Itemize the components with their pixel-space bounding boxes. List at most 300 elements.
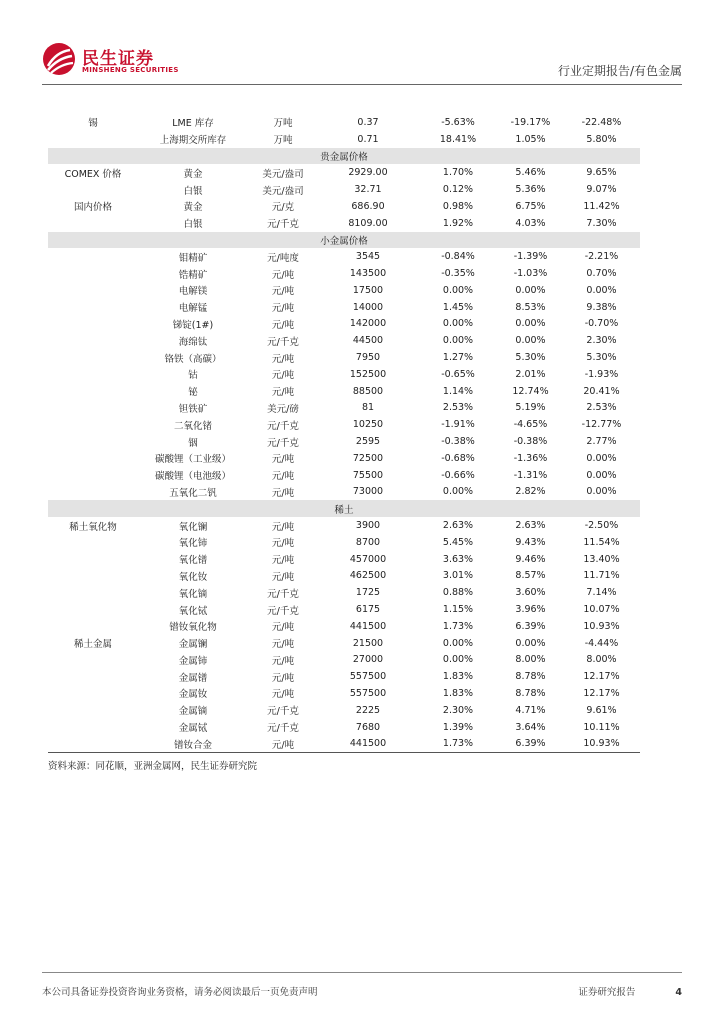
cell-item: 海绵钛: [178, 336, 208, 348]
cell-change-ytd: -22.48%: [581, 116, 622, 128]
cell-change-month: -1.36%: [513, 452, 548, 464]
cell-unit: 元/千克: [267, 723, 299, 735]
cell-price: 152500: [349, 368, 387, 380]
cell-price: 7680: [355, 721, 381, 733]
cell-unit: 万吨: [273, 118, 293, 130]
cell-unit: 元/吨: [248, 735, 318, 752]
cell-change-ytd: 2.30%: [586, 335, 617, 347]
cell-unit: 元/吨: [271, 319, 295, 331]
cell-change-week: -1.91%: [441, 419, 475, 431]
cell-category: [48, 719, 138, 736]
cell-change-month: 8.78%: [515, 687, 546, 699]
cell-item: 锆精矿: [178, 269, 208, 281]
cell-change-week: -0.65%: [441, 368, 475, 380]
cell-price: 14000: [352, 301, 384, 313]
cell-change-ytd: 12.17%: [583, 687, 620, 699]
cell-change-ytd: 0.00%: [586, 284, 617, 296]
cell-category: [48, 299, 138, 316]
cell-unit: 元/吨: [271, 689, 295, 701]
cell-change-ytd: 0.00%: [586, 486, 617, 498]
cell-change-week: 1.39%: [442, 721, 474, 733]
cell-unit: 元/千克: [267, 605, 299, 617]
cell-price: 44500: [352, 335, 384, 347]
cell-category: [48, 568, 138, 585]
cell-change-ytd: 0.00%: [586, 452, 617, 464]
cell-item: 氧化铈: [178, 538, 208, 550]
cell-price: 557500: [349, 671, 387, 683]
cell-category: 稀土氧化物: [69, 521, 117, 533]
cell-change-ytd: 0.70%: [586, 268, 617, 280]
cell-change-week: -0.68%: [441, 452, 475, 464]
footer-divider: [42, 972, 682, 973]
report-type: 行业定期报告/有色金属: [557, 64, 682, 78]
cell-change-ytd: 9.65%: [586, 167, 617, 179]
cell-category: 锡: [88, 118, 98, 130]
cell-price: 32.71: [354, 184, 382, 196]
report-label: 证券研究报告: [578, 987, 636, 998]
cell-unit: 元/千克: [267, 437, 299, 449]
cell-change-month: 8.78%: [515, 671, 546, 683]
cell-item: 铟: [188, 437, 198, 449]
table-row: [48, 366, 640, 383]
cell-change-week: -0.35%: [441, 268, 475, 280]
cell-change-week: 1.70%: [442, 167, 474, 179]
cell-item: 金属镨: [178, 672, 208, 684]
table-row: [48, 450, 640, 467]
cell-item: 白银: [183, 219, 203, 231]
cell-change-ytd: 10.11%: [583, 721, 620, 733]
table-row: [48, 433, 640, 450]
cell-change-week: 0.00%: [442, 654, 474, 666]
cell-price: 6175: [355, 604, 381, 615]
cell-unit: 元/吨: [271, 622, 295, 634]
cell-change-month: 9.43%: [515, 536, 546, 548]
cell-item: LME 库存: [172, 118, 214, 130]
cell-change-week: 2.53%: [442, 402, 474, 414]
table-row: [48, 316, 640, 333]
cell-change-week: 0.98%: [442, 200, 474, 212]
cell-change-ytd: 11.71%: [583, 570, 620, 582]
cell-category: 稀土金属: [73, 639, 112, 651]
cell-category: [48, 349, 138, 366]
table-row: [48, 332, 640, 349]
cell-unit: 元/吨: [271, 454, 295, 466]
cell-change-ytd: 10.93%: [563, 735, 640, 752]
cell-item: 金属铽: [178, 723, 208, 735]
footer-disclaimer: 本公司具备证券投资咨询业务资格，请务必阅读最后一页免责声明: [42, 987, 318, 998]
cell-change-month: 6.75%: [515, 200, 546, 212]
cell-change-week: 5.45%: [442, 536, 474, 548]
cell-change-ytd: -1.93%: [584, 368, 619, 380]
cell-change-month: 3.60%: [515, 587, 546, 599]
cell-unit: 元/吨度: [267, 252, 299, 264]
table-row: [48, 618, 640, 635]
cell-category: [48, 702, 138, 719]
cell-item: 白银: [183, 185, 203, 197]
page-header: [42, 40, 682, 80]
table-row: [48, 517, 640, 534]
cell-change-week: 1.14%: [442, 385, 474, 397]
cell-change-month: 5.46%: [515, 167, 546, 179]
cell-change-week: 1.45%: [442, 301, 474, 313]
cell-change-ytd: -12.77%: [581, 419, 622, 431]
cell-unit: 元/吨: [271, 286, 295, 298]
cell-category: [48, 433, 138, 450]
cell-item: 镨钕合金: [138, 735, 248, 752]
cell-unit: 元/吨: [271, 471, 295, 483]
table-row: [48, 349, 640, 366]
table-body: [48, 114, 640, 753]
cell-price: 8700: [355, 536, 381, 548]
cell-price: 2225: [355, 704, 381, 716]
cell-change-month: 12.74%: [512, 385, 549, 397]
cell-change-week: 0.12%: [442, 184, 474, 196]
cell-price: 17500: [352, 284, 384, 296]
cell-unit: 元/千克: [267, 420, 299, 432]
cell-category: [48, 366, 138, 383]
cell-item: 金属镧: [178, 639, 208, 651]
cell-change-month: 2.82%: [515, 486, 546, 498]
cell-unit: 元/吨: [271, 538, 295, 550]
cell-change-week: 1.83%: [442, 671, 474, 683]
cell-change-month: -19.17%: [510, 116, 551, 128]
cell-unit: 元/吨: [271, 387, 295, 399]
cell-category: [48, 584, 138, 601]
cell-change-week: 0.00%: [442, 284, 474, 296]
cell-change-week: 1.92%: [442, 217, 474, 229]
cell-category: [48, 668, 138, 685]
cell-item: 五氧化二钒: [169, 487, 217, 499]
cell-change-week: -0.38%: [441, 436, 475, 448]
cell-item: 金属铈: [178, 655, 208, 667]
cell-price: 75500: [352, 469, 384, 481]
cell-unit: 元/吨: [271, 555, 295, 567]
table-row: [48, 484, 640, 501]
cell-price: 557500: [349, 687, 387, 699]
cell-change-month: 2.01%: [515, 368, 546, 380]
table-row: [48, 551, 640, 568]
cell-change-week: 0.88%: [442, 587, 474, 599]
cell-category: [48, 316, 138, 333]
cell-unit: 元/克: [271, 202, 295, 214]
header-divider: [42, 84, 682, 85]
cell-item: 二氧化锗: [173, 420, 212, 432]
cell-item: 钼精矿: [178, 252, 208, 264]
cell-change-month: 4.03%: [515, 217, 546, 229]
cell-change-month: 2.63%: [515, 520, 546, 532]
cell-change-month: -4.65%: [513, 419, 548, 431]
section-header-row: [48, 500, 640, 517]
cell-price: 686.90: [351, 200, 385, 212]
cell-change-ytd: -0.70%: [584, 318, 619, 330]
cell-change-ytd: 8.00%: [586, 654, 617, 666]
cell-unit: 元/吨: [271, 639, 295, 651]
table-row: [48, 584, 640, 601]
cell-unit: 元/吨: [271, 353, 295, 365]
page-number: 4: [675, 987, 682, 998]
cell-price: 73000: [352, 486, 384, 498]
cell-change-month: 5.36%: [515, 184, 546, 196]
table-row: [48, 400, 640, 417]
table-row: [48, 265, 640, 282]
cell-category: [48, 282, 138, 299]
cell-change-week: 18.41%: [439, 133, 477, 145]
cell-price: 10250: [352, 419, 384, 431]
cell-change-month: 6.39%: [498, 735, 563, 752]
cell-change-ytd: -4.44%: [584, 637, 619, 649]
cell-change-month: 4.71%: [515, 704, 546, 716]
cell-change-month: 3.64%: [515, 721, 546, 733]
table-row: [48, 702, 640, 719]
cell-change-ytd: 9.07%: [586, 184, 617, 196]
cell-category: COMEX 价格: [64, 168, 122, 180]
cell-price: 88500: [352, 385, 384, 397]
cell-change-week: 1.27%: [442, 352, 474, 364]
cell-unit: 元/吨: [271, 269, 295, 281]
footer-right: [578, 984, 682, 998]
section-header-row: [48, 148, 640, 165]
cell-change-ytd: 2.53%: [586, 402, 617, 414]
cell-price: 462500: [349, 570, 387, 582]
cell-category: [48, 332, 138, 349]
section-label: 贵金属价格: [48, 148, 640, 165]
cell-unit: 元/吨: [271, 487, 295, 499]
cell-change-week: 0.00%: [442, 335, 474, 347]
cell-price: 2929.00: [348, 167, 388, 179]
table-row: [48, 248, 640, 265]
cell-category: [48, 383, 138, 400]
cell-price: 72500: [352, 452, 384, 464]
cell-change-week: 1.83%: [442, 687, 474, 699]
cell-price: 8109.00: [348, 217, 388, 229]
table-row: [48, 685, 640, 702]
cell-unit: 元/千克: [267, 219, 299, 231]
cell-change-ytd: -2.21%: [584, 251, 619, 263]
cell-item: 氧化镝: [178, 588, 208, 600]
cell-item: 钽铁矿: [178, 403, 208, 415]
cell-price: 3900: [355, 520, 381, 532]
cell-change-month: 8.57%: [515, 570, 546, 582]
cell-change-ytd: 5.30%: [586, 352, 617, 364]
cell-change-ytd: 12.17%: [583, 671, 620, 683]
cell-unit: 美元/盎司: [262, 168, 304, 180]
cell-category: [48, 685, 138, 702]
cell-unit: 元/千克: [267, 588, 299, 600]
cell-unit: 元/吨: [271, 672, 295, 684]
cell-change-ytd: 11.54%: [583, 536, 620, 548]
section-label: 小金属价格: [48, 232, 640, 249]
cell-change-ytd: 10.07%: [583, 604, 620, 615]
cell-price: 142000: [349, 318, 387, 330]
cell-price: 3545: [355, 251, 381, 263]
table-row: [48, 534, 640, 551]
cell-unit: 元/吨: [271, 571, 295, 583]
table-row: [48, 735, 640, 752]
cell-change-ytd: 7.30%: [586, 217, 617, 229]
cell-price: 21500: [352, 637, 384, 649]
cell-change-ytd: 13.40%: [583, 553, 620, 565]
cell-change-ytd: 0.00%: [586, 469, 617, 481]
cell-price: 7950: [355, 352, 381, 364]
table-row: [48, 299, 640, 316]
cell-change-week: -0.84%: [441, 251, 475, 263]
cell-change-ytd: 9.61%: [586, 704, 617, 716]
table-row: [48, 635, 640, 652]
cell-change-month: 6.39%: [515, 620, 546, 632]
table-row: [48, 164, 640, 181]
cell-item: 金属镝: [178, 706, 208, 718]
cell-change-ytd: 2.77%: [586, 436, 617, 448]
cell-item: 锑锭(1#): [172, 319, 214, 331]
cell-change-week: 3.01%: [442, 570, 474, 582]
table-row: [48, 181, 640, 198]
table-row: [48, 131, 640, 148]
cell-item: 碳酸锂（工业级）: [154, 454, 231, 466]
cell-change-week: 2.63%: [442, 520, 474, 532]
cell-change-ytd: -2.50%: [584, 520, 619, 532]
cell-item: 黄金: [183, 202, 203, 214]
cell-change-week: 0.00%: [442, 318, 474, 330]
cell-change-month: 5.30%: [515, 352, 546, 364]
cell-category: [48, 652, 138, 669]
cell-unit: 万吨: [273, 135, 293, 147]
cell-price: 143500: [349, 268, 387, 280]
cell-item: 氧化铽: [178, 605, 208, 617]
cell-change-week: 0.00%: [442, 486, 474, 498]
section-header-row: [48, 232, 640, 249]
cell-item: 钴: [188, 370, 198, 382]
cell-price: 441500: [318, 735, 418, 752]
cell-category: [48, 601, 138, 618]
table-row: [48, 198, 640, 215]
cell-change-ytd: 11.42%: [583, 200, 620, 212]
cell-category: [48, 450, 138, 467]
cell-change-month: 0.00%: [515, 637, 546, 649]
metal-price-table: [48, 114, 640, 753]
cell-category: [48, 131, 138, 148]
table-row: [48, 568, 640, 585]
cell-item: 黄金: [183, 168, 203, 180]
table-row: [48, 652, 640, 669]
cell-item: 碳酸锂（电池级）: [154, 471, 231, 483]
cell-price: 0.37: [357, 116, 379, 128]
cell-item: 氧化钕: [178, 571, 208, 583]
cell-item: 氧化镨: [178, 555, 208, 567]
table-row: [48, 114, 640, 131]
cell-change-month: 8.00%: [515, 654, 546, 666]
section-label: 稀土: [48, 500, 640, 517]
cell-change-ytd: 5.80%: [586, 133, 617, 145]
table-row: [48, 215, 640, 232]
cell-category: [48, 618, 138, 635]
cell-change-week: 2.30%: [442, 704, 474, 716]
table-row: [48, 668, 640, 685]
table-row: [48, 416, 640, 433]
cell-unit: 元/吨: [271, 655, 295, 667]
cell-change-month: -1.31%: [513, 469, 548, 481]
cell-unit: 元/吨: [271, 370, 295, 382]
cell-change-ytd: 10.93%: [583, 620, 620, 632]
table-row: [48, 383, 640, 400]
cell-change-month: 5.19%: [515, 402, 546, 414]
cell-change-month: 0.00%: [515, 284, 546, 296]
table-row: [48, 601, 640, 618]
logo-text-en: MINSHENG SECURITIES: [82, 66, 179, 74]
table-row: [48, 719, 640, 736]
cell-change-month: -1.39%: [513, 251, 548, 263]
cell-item: 金属钕: [178, 689, 208, 701]
cell-category: [48, 551, 138, 568]
cell-price: 81: [361, 402, 375, 414]
cell-change-week: 1.73%: [442, 620, 474, 632]
cell-price: 0.71: [357, 133, 379, 145]
cell-category: [48, 265, 138, 282]
cell-price: 1725: [355, 587, 381, 599]
cell-change-month: 0.00%: [515, 318, 546, 330]
cell-change-ytd: 20.41%: [583, 385, 620, 397]
cell-change-month: 0.00%: [515, 335, 546, 347]
cell-unit: 美元/磅: [267, 403, 299, 415]
cell-category: [48, 416, 138, 433]
cell-change-ytd: 9.38%: [586, 301, 617, 313]
cell-category: [48, 484, 138, 501]
cell-item: 电解锰: [178, 303, 208, 315]
cell-change-week: 1.15%: [442, 604, 474, 615]
source-note: 资料来源：同花顺，亚洲金属网，民生证券研究院: [48, 761, 258, 772]
cell-unit: 元/吨: [271, 521, 295, 533]
cell-category: [48, 248, 138, 265]
cell-item: 氧化镧: [178, 521, 208, 533]
cell-price: 457000: [349, 553, 387, 565]
cell-price: 2595: [355, 436, 381, 448]
cell-item: 铬铁（高碳）: [164, 353, 222, 365]
cell-item: 镨钕氧化物: [169, 622, 217, 634]
cell-category: [48, 400, 138, 417]
cell-item: 上海期交所库存: [159, 135, 227, 147]
cell-item: 铋: [188, 387, 198, 399]
cell-category: [48, 534, 138, 551]
cell-unit: 元/吨: [271, 303, 295, 315]
cell-change-ytd: 7.14%: [586, 587, 617, 599]
table-row: [48, 282, 640, 299]
cell-price: 441500: [349, 620, 387, 632]
cell-category: [48, 181, 138, 198]
cell-change-week: 0.00%: [442, 637, 474, 649]
cell-change-month: -1.03%: [513, 268, 548, 280]
cell-price: 27000: [352, 654, 384, 666]
table-row: [48, 467, 640, 484]
cell-change-week: -0.66%: [441, 469, 475, 481]
cell-change-month: 3.96%: [515, 604, 546, 615]
cell-unit: 元/千克: [267, 336, 299, 348]
cell-item: 电解镁: [178, 286, 208, 298]
cell-change-month: 9.46%: [515, 553, 546, 565]
cell-change-week: 3.63%: [442, 553, 474, 565]
minsheng-logo-icon: [42, 42, 76, 76]
cell-change-month: 8.53%: [515, 301, 546, 313]
cell-change-month: -0.38%: [513, 436, 548, 448]
cell-category: 国内价格: [73, 202, 112, 214]
cell-change-week: -5.63%: [441, 116, 475, 128]
cell-category: [48, 467, 138, 484]
cell-category: [48, 735, 138, 752]
cell-category: [48, 215, 138, 232]
cell-change-week: 1.73%: [418, 735, 498, 752]
cell-unit: 美元/盎司: [262, 185, 304, 197]
cell-unit: 元/千克: [267, 706, 299, 718]
logo-text-cn: 民生证券: [82, 49, 154, 69]
cell-change-month: 1.05%: [515, 133, 546, 145]
